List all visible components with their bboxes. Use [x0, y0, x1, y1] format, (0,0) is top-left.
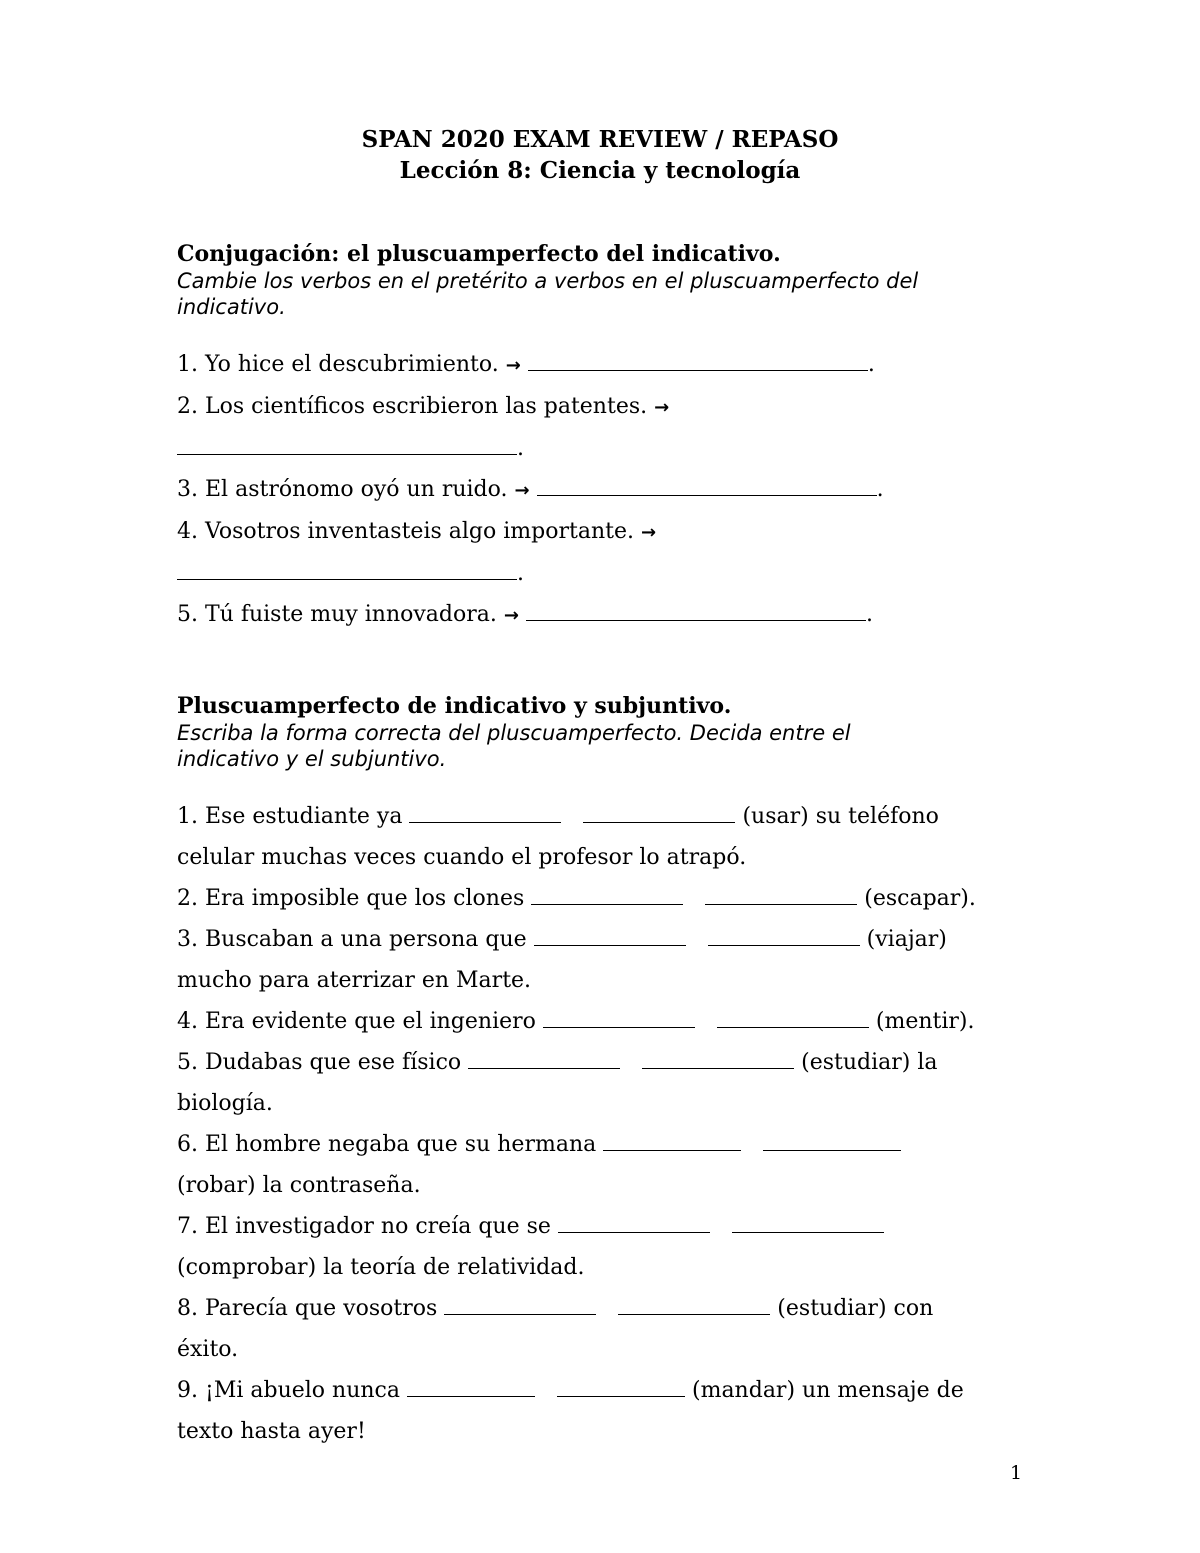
end-punct: .	[876, 477, 884, 502]
section-instructions	[177, 720, 1037, 772]
exercise-item	[177, 1042, 1037, 1083]
answer-blank[interactable]	[557, 1395, 685, 1397]
answer-blank[interactable]	[468, 1067, 620, 1069]
answer-blank[interactable]	[603, 1149, 741, 1151]
item-text: 1. Yo hice el descubrimiento.	[177, 352, 499, 377]
arrow-right-icon: →	[503, 605, 519, 626]
answer-blank[interactable]	[732, 1231, 884, 1233]
answer-blank[interactable]	[537, 494, 877, 496]
answer-blank[interactable]	[708, 944, 860, 946]
answer-blank[interactable]	[177, 453, 517, 455]
item-text: 4. Era evidente que el ingeniero	[177, 1009, 536, 1034]
answer-blank[interactable]	[543, 1026, 695, 1028]
title-block	[0, 124, 1200, 186]
item-text: 1. Ese estudiante ya	[177, 804, 403, 829]
item-text: (viajar)	[866, 927, 947, 952]
item-text: 3. El astrónomo oyó un ruido.	[177, 477, 508, 502]
exercise-item-continuation	[177, 428, 1037, 469]
exercise-item-continuation: éxito.	[177, 1337, 239, 1362]
answer-blank[interactable]	[763, 1149, 901, 1151]
item-text: 2. Era imposible que los clones	[177, 886, 525, 911]
item-text: 7. El investigador no creía que se	[177, 1214, 551, 1239]
exercise-item-continuation: (robar) la contraseña.	[177, 1173, 421, 1198]
item-text: (usar) su teléfono	[742, 804, 939, 829]
section-instructions	[177, 268, 1037, 320]
page-number: 1	[1010, 1462, 1023, 1484]
item-text: 9. ¡Mi abuelo nunca	[177, 1378, 400, 1403]
exercise-item	[177, 511, 1037, 553]
item-text: 3. Buscaban a una persona que	[177, 927, 527, 952]
instructions-line: Cambie los verbos en el pretérito a verbos en el pluscuamperfecto del	[177, 269, 919, 293]
answer-blank[interactable]	[526, 619, 866, 621]
end-punct: .	[517, 561, 524, 586]
answer-blank[interactable]	[407, 1395, 535, 1397]
arrow-right-icon: →	[505, 355, 521, 376]
answer-blank[interactable]	[642, 1067, 794, 1069]
end-punct: .	[517, 436, 524, 461]
exercise-item	[177, 796, 1037, 837]
section-conjugacion	[177, 240, 1037, 636]
section-heading: Conjugación: el pluscuamperfecto del indicativo.	[177, 241, 781, 267]
instructions-line: indicativo.	[177, 295, 286, 319]
exercise-item-continuation	[177, 553, 1037, 594]
exercise-item	[177, 919, 1037, 960]
answer-blank[interactable]	[409, 821, 561, 823]
arrow-right-icon: →	[640, 522, 657, 543]
item-text: 6. El hombre negaba que su hermana	[177, 1132, 597, 1157]
exercise-item-continuation: mucho para aterrizar en Marte.	[177, 968, 532, 993]
end-punct: .	[865, 602, 873, 627]
exercise-item	[177, 1288, 1037, 1329]
arrow-right-icon: →	[514, 480, 530, 501]
item-text: 5. Tú fuiste muy innovadora.	[177, 602, 497, 627]
answer-blank[interactable]	[531, 903, 683, 905]
item-text: (estudiar) la	[801, 1050, 938, 1075]
page-subtitle: Lección 8: Ciencia y tecnología	[399, 157, 801, 184]
exercise-item	[177, 1124, 1037, 1165]
answer-blank[interactable]	[618, 1313, 770, 1315]
section-pluscuamperfecto	[177, 692, 1037, 1452]
end-punct: .	[867, 352, 875, 377]
item-text: 2. Los científicos escribieron las patentes.	[177, 394, 648, 419]
arrow-right-icon: →	[654, 397, 670, 418]
answer-blank[interactable]	[705, 903, 857, 905]
item-text: (escapar).	[864, 886, 976, 911]
exercise-item-continuation: (comprobar) la teoría de relatividad.	[177, 1255, 585, 1280]
exercise-item-continuation: biología.	[177, 1091, 273, 1116]
exercise-item	[177, 1370, 1037, 1411]
item-text: 5. Dudabas que ese físico	[177, 1050, 462, 1075]
exercise-item	[177, 1001, 1037, 1042]
item-text: 4. Vosotros inventasteis algo importante.	[177, 519, 634, 544]
exercise-item-continuation: celular muchas veces cuando el profesor lo atrapó.	[177, 845, 747, 870]
answer-blank[interactable]	[558, 1231, 710, 1233]
exercise-item-continuation: texto hasta ayer!	[177, 1419, 366, 1444]
item-text: 8. Parecía que vosotros	[177, 1296, 438, 1321]
answer-blank[interactable]	[534, 944, 686, 946]
answer-blank[interactable]	[717, 1026, 869, 1028]
exercise-item	[177, 469, 1037, 511]
answer-blank[interactable]	[444, 1313, 596, 1315]
exercise-item	[177, 594, 1037, 636]
exercise-item	[177, 386, 1037, 428]
answer-blank[interactable]	[177, 578, 517, 580]
item-text: (estudiar) con	[777, 1296, 934, 1321]
page-title: SPAN 2020 EXAM REVIEW / REPASO	[361, 126, 839, 153]
exercise-item	[177, 878, 1037, 919]
item-text: (mentir).	[875, 1009, 975, 1034]
exercise-item	[177, 1206, 1037, 1247]
answer-blank[interactable]	[583, 821, 735, 823]
exercise-item	[177, 344, 1037, 386]
answer-blank[interactable]	[528, 369, 868, 371]
item-text: (mandar) un mensaje de	[692, 1378, 964, 1403]
section-heading: Pluscuamperfecto de indicativo y subjuntivo.	[177, 693, 732, 719]
instructions-line: Escriba la forma correcta del pluscuamperfecto. Decida entre el	[177, 721, 851, 745]
instructions-line: indicativo y el subjuntivo.	[177, 747, 447, 771]
